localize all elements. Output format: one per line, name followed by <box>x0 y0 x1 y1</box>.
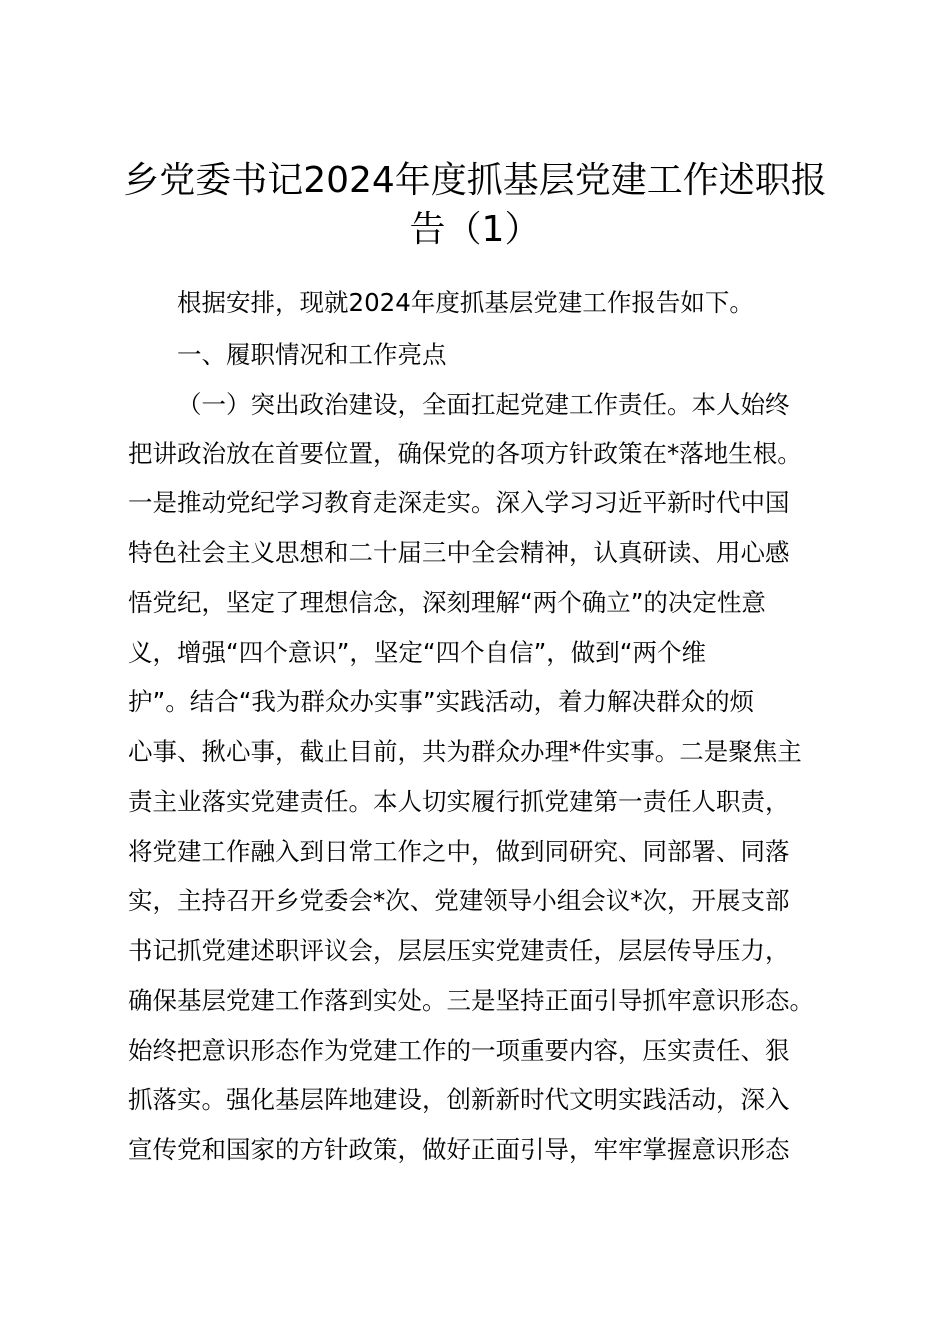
body-line: 抓落实。强化基层阵地建设，创新新时代文明实践活动，深入 <box>128 1085 790 1114</box>
body-line: 悟党纪，坚定了理想信念，深刻理解“两个确立”的决定性意 <box>128 588 766 617</box>
document-title-line-2: 告（1） <box>409 209 541 250</box>
body-line: 宣传党和国家的方针政策，做好正面引导，牢牢掌握意识形态 <box>128 1135 790 1164</box>
document-title-line-1: 乡党委书记2024年度抓基层党建工作述职报 <box>123 160 827 201</box>
body-line: 把讲政治放在首要位置，确保党的各项方针政策在*落地生根。 <box>128 439 802 468</box>
body-line: 实，主持召开乡党委会*次、党建领导小组会议*次，开展支部 <box>128 886 790 915</box>
body-line: 始终把意识形态作为党建工作的一项重要内容，压实责任、狠 <box>128 1036 790 1065</box>
body-line: 护”。结合“我为群众办实事”实践活动，着力解决群众的烦 <box>128 687 755 716</box>
body-line: 确保基层党建工作落到实处。三是坚持正面引导抓牢意识形态。 <box>128 986 814 1015</box>
body-line: （一）突出政治建设，全面扛起党建工作责任。本人始终 <box>177 390 790 419</box>
body-line: 将党建工作融入到日常工作之中，做到同研究、同部署、同落 <box>128 837 790 866</box>
body-line: 心事、揪心事，截止目前，共为群众办理*件实事。二是聚焦主 <box>128 737 802 766</box>
body-line: 一是推动党纪学习教育走深走实。深入学习习近平新时代中国 <box>128 488 790 517</box>
body-line: 书记抓党建述职评议会，层层压实党建责任，层层传导压力， <box>128 936 790 965</box>
section-heading-1: 一、履职情况和工作亮点 <box>177 340 447 369</box>
body-line: 特色社会主义思想和二十届三中全会精神，认真研读、用心感 <box>128 538 790 567</box>
body-line: 义，增强“四个意识”，坚定“四个自信”，做到“两个维 <box>128 638 706 667</box>
intro-paragraph: 根据安排，现就2024年度抓基层党建工作报告如下。 <box>177 288 754 317</box>
body-line: 责主业落实党建责任。本人切实履行抓党建第一责任人职责， <box>128 787 790 816</box>
